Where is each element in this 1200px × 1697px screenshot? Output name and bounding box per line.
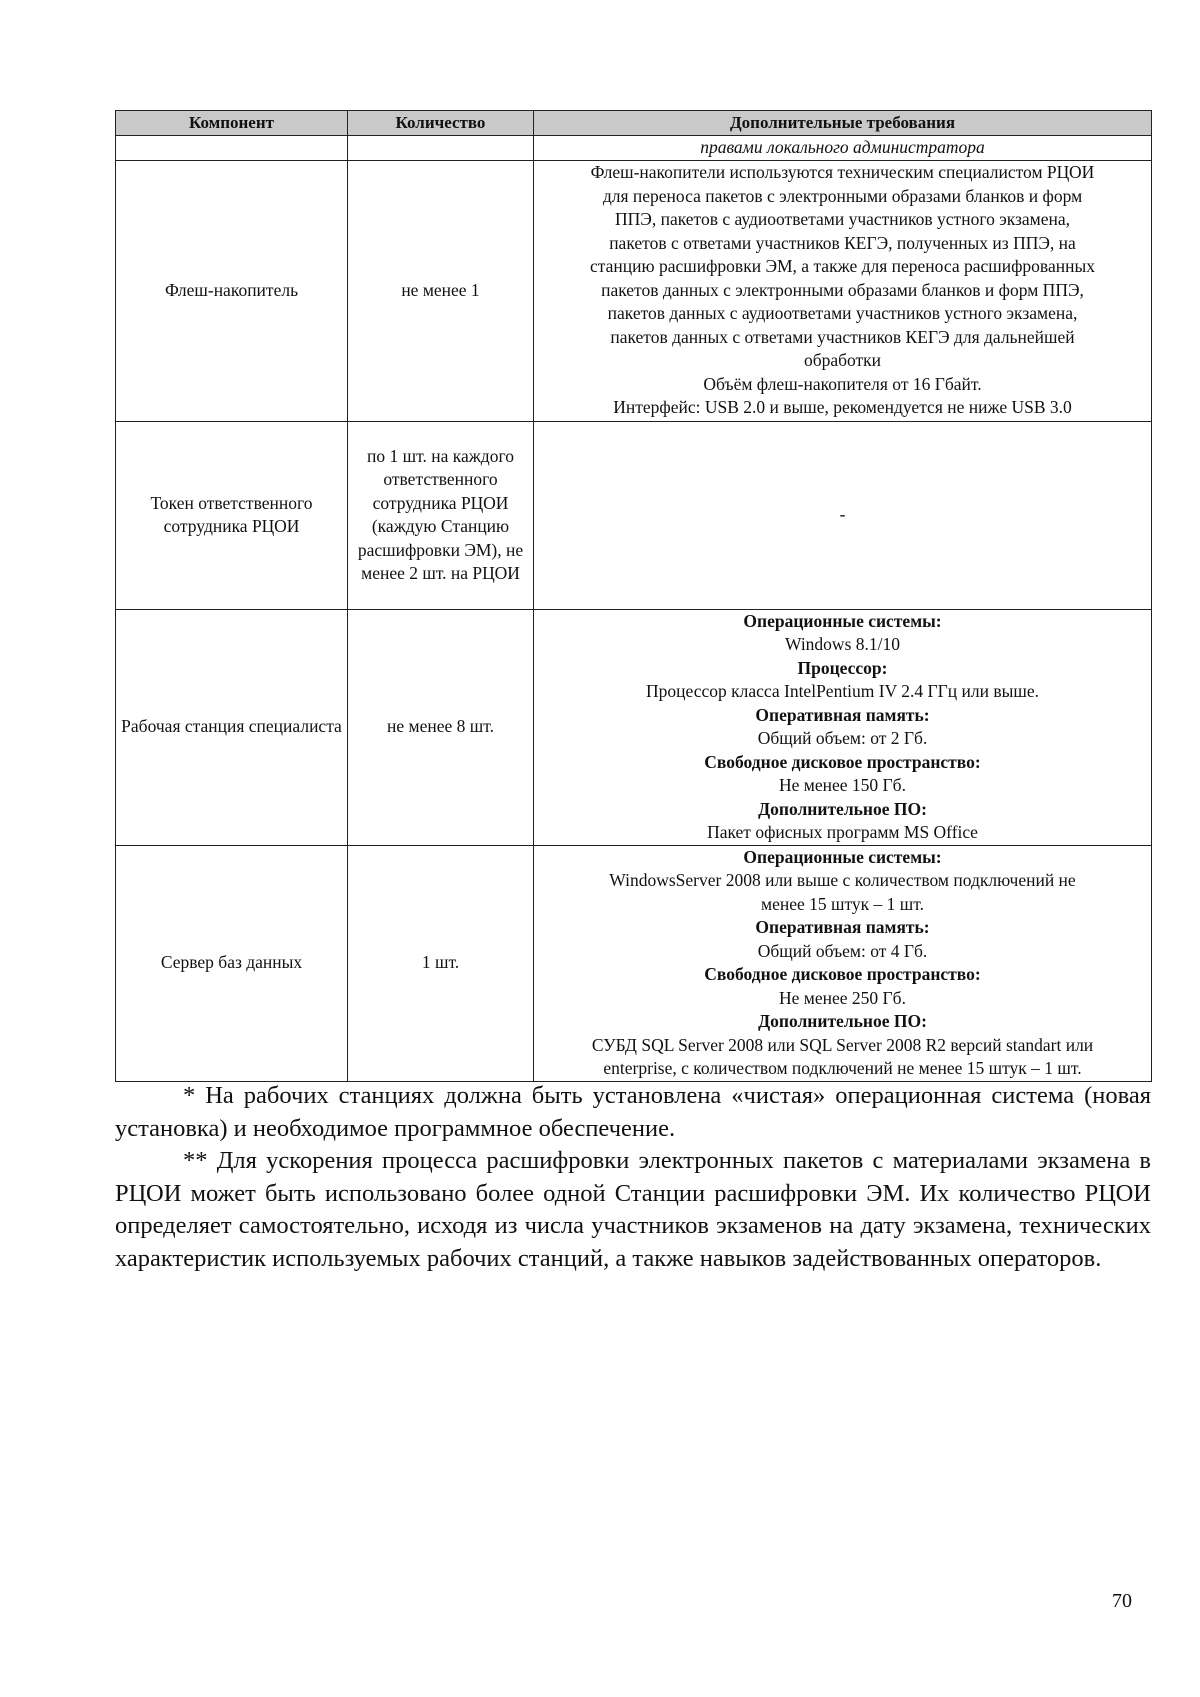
header-quantity: Количество (348, 111, 534, 136)
row-requirements (534, 421, 1152, 609)
row-component: Токен ответственного сотрудника РЦОИ (116, 421, 348, 609)
requirement-heading: Оперативная память: (755, 917, 930, 937)
requirement-line: Объём флеш-накопителя от 16 Гбайт. (703, 373, 982, 394)
table-row (116, 160, 1152, 421)
requirement-line: Не менее 150 Гб. (779, 775, 906, 795)
requirement-line: Пакет офисных программ MS Office (707, 822, 978, 842)
page-number: 70 (1112, 1590, 1132, 1612)
requirement-line: для переноса пакетов с электронными образами бланков и форм (602, 185, 1083, 206)
footnotes (115, 1080, 1151, 1275)
requirement-heading: Операционные системы: (743, 610, 942, 631)
requirement-heading: Свободное дисковое пространство: (704, 751, 981, 772)
row-requirements (534, 845, 1152, 1081)
requirement-line: станцию расшифровки ЭМ, а также для переноса расшифрованных (590, 256, 1095, 277)
table-row (116, 609, 1152, 845)
continuation-component (116, 136, 348, 161)
row-component: Рабочая станция специалиста (116, 609, 348, 845)
row-quantity: не менее 1 (348, 160, 534, 421)
requirement-line: WindowsServer 2008 или выше с количеством подключений не (609, 870, 1076, 890)
requirement-heading: Свободное дисковое пространство: (704, 964, 981, 984)
table-header-row (116, 111, 1152, 136)
requirement-line: пакетов с ответами участников КЕГЭ, полученных из ППЭ, на (609, 232, 1076, 253)
requirement-heading: Оперативная память: (755, 704, 930, 725)
requirement-heading: Дополнительное ПО: (758, 798, 927, 819)
row-quantity: по 1 шт. на каждого ответственного сотрудника РЦОИ (каждую Станцию расшифровки ЭМ), не менее 2 шт. на РЦОИ (348, 421, 534, 609)
table-row (116, 421, 1152, 609)
continuation-quantity (348, 136, 534, 161)
requirement-line: Не менее 250 Гб. (779, 987, 906, 1008)
requirement-line: пакетов данных с аудиоответами участников устного экзамена, (607, 303, 1078, 324)
requirement-heading: Дополнительное ПО: (758, 1011, 927, 1031)
requirement-heading: Процессор: (797, 657, 888, 678)
requirement-line: ППЭ, пакетов с аудиоответами участников устного экзамена, (615, 209, 1070, 230)
requirements-table (115, 110, 1152, 1082)
requirement-line: Общий объем: от 2 Гб. (757, 728, 928, 748)
requirement-line: менее 15 штук – 1 шт. (761, 893, 924, 914)
requirement-line: СУБД SQL Server 2008 или SQL Server 2008 R2 версий standart или (591, 1034, 1094, 1055)
continuation-requirements: правами локального администратора (534, 136, 1152, 161)
header-requirements: Дополнительные требования (534, 111, 1152, 136)
requirement-line: пакетов данных с ответами участников КЕГЭ для дальнейшей (610, 326, 1075, 347)
requirement-line: пакетов данных с электронными образами бланков и форм ППЭ, (601, 279, 1084, 300)
requirement-line: Общий объем: от 4 Гб. (757, 940, 928, 961)
row-quantity: не менее 8 шт. (348, 609, 534, 845)
footnote-workstation-os: * На рабочих станциях должна быть установлена «чистая» операционная система (новая установка) и необходимое программное обеспечение. (115, 1082, 1151, 1142)
requirement-line: Windows 8.1/10 (785, 634, 900, 654)
requirement-line: Процессор класса IntelPentium IV 2.4 ГГц или выше. (645, 681, 1039, 701)
requirement-heading: Операционные системы: (743, 846, 942, 867)
requirement-line: Интерфейс: USB 2.0 и выше, рекомендуется не ниже USB 3.0 (613, 397, 1072, 418)
requirement-line: enterprise, с количеством подключений не менее 15 штук – 1 шт. (603, 1058, 1082, 1078)
row-requirements (534, 609, 1152, 845)
row-requirements (534, 160, 1152, 421)
requirement-line: Флеш-накопители используются техническим специалистом РЦОИ (590, 162, 1095, 183)
footnote-decryption-stations: ** Для ускорения процесса расшифровки электронных пакетов с материалами экзамена в РЦОИ может быть использовано более одной Станции расшифровки ЭМ. Их количество РЦОИ определяет самостоятельно, исходя из числа участников экзаменов на дату экзамена, технических характеристик используемых рабочих станций, а также навыков задействованных операторов. (115, 1147, 1151, 1272)
row-component: Сервер баз данных (116, 845, 348, 1081)
table-row-continuation (116, 136, 1152, 161)
row-quantity: 1 шт. (348, 845, 534, 1081)
table-row (116, 845, 1152, 1081)
requirement-line: обработки (803, 350, 882, 371)
row-component: Флеш-накопитель (116, 160, 348, 421)
requirement-line: - (839, 504, 846, 525)
header-component: Компонент (116, 111, 348, 136)
